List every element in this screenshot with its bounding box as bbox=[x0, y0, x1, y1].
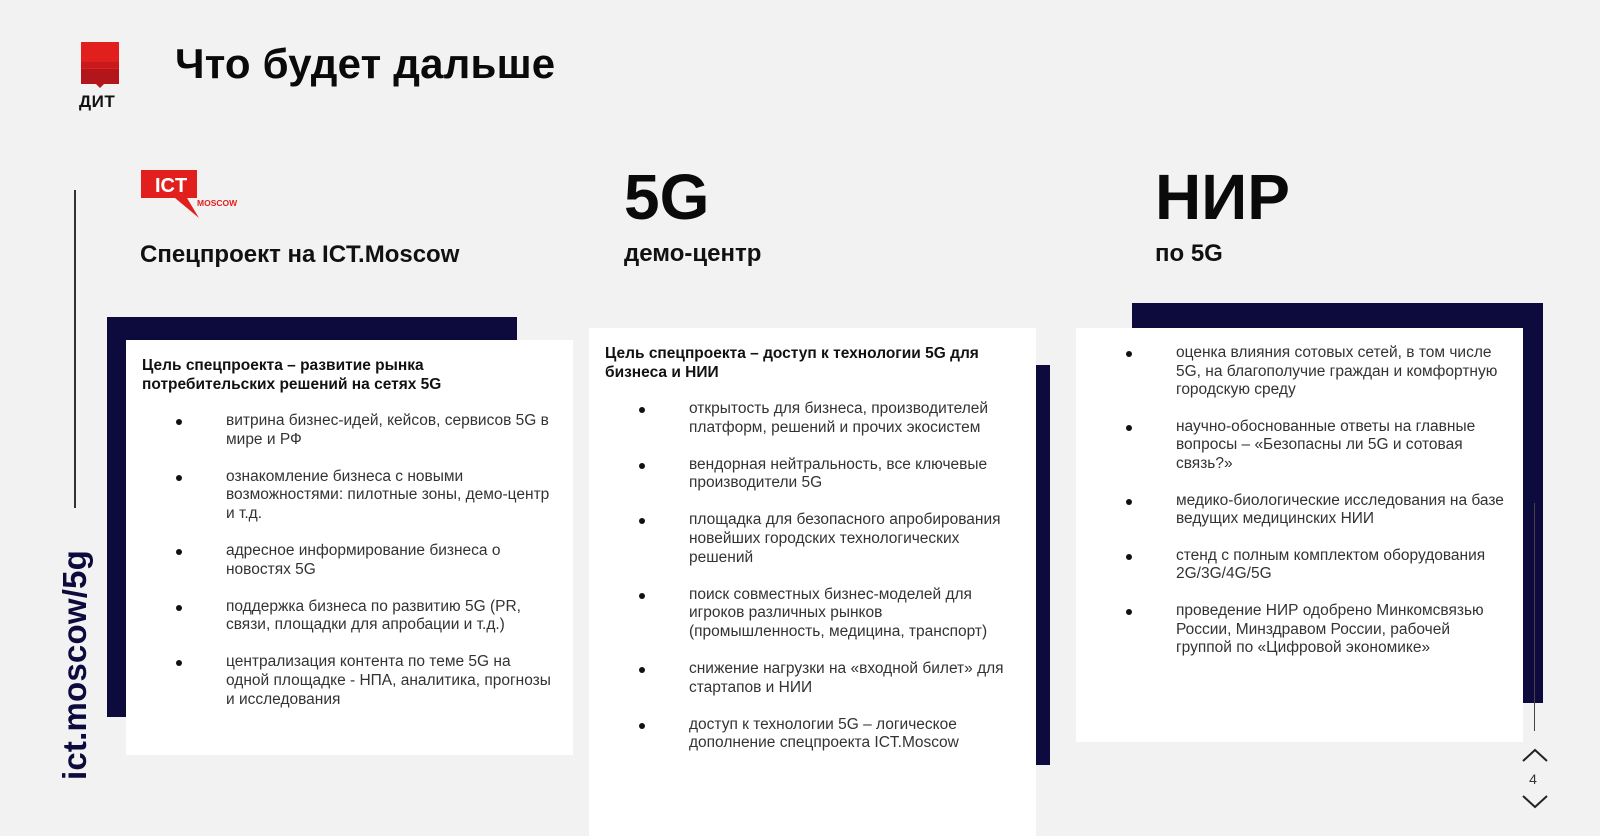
chevron-up-icon bbox=[1522, 748, 1548, 762]
bullet-icon bbox=[1126, 609, 1132, 615]
next-slide-button[interactable] bbox=[1522, 795, 1548, 814]
pager-divider bbox=[1534, 503, 1535, 731]
list-item: ознакомление бизнеса с новыми возможностями: пилотные зоны, демо-центр и т.д. bbox=[142, 468, 557, 524]
ict-logo-icon bbox=[141, 170, 241, 220]
bullet-icon bbox=[639, 667, 645, 673]
ict-logo-main: ICT bbox=[155, 175, 188, 197]
rail-divider bbox=[74, 190, 76, 508]
page-title: Что будет дальше bbox=[175, 40, 556, 87]
bullet-icon bbox=[639, 463, 645, 469]
card-5g-demo bbox=[589, 328, 1036, 836]
list-item: адресное информирование бизнеса о новостях 5G bbox=[142, 542, 557, 579]
bullet-list bbox=[142, 412, 557, 709]
list-item: оценка влияния сотовых сетей, в том числе 5G, на благополучие граждан и комфортную городскую среду bbox=[1092, 344, 1507, 400]
dit-logo-text: ДИТ bbox=[79, 92, 116, 111]
site-link[interactable]: ict.moscow/5g bbox=[56, 550, 93, 780]
previous-slide-button[interactable] bbox=[1522, 748, 1548, 767]
list-item: площадка для безопасного апробирования новейших городских технологических решений bbox=[605, 511, 1020, 567]
list-item: снижение нагрузки на «входной билет» для стартапов и НИИ bbox=[605, 660, 1020, 697]
dit-logo bbox=[79, 42, 120, 111]
bullet-icon bbox=[1126, 351, 1132, 357]
card-heading: Цель спецпроекта – доступ к технологии 5G для бизнеса и НИИ bbox=[605, 345, 979, 381]
bullet-icon bbox=[176, 660, 182, 666]
list-item: поддержка бизнеса по развитию 5G (PR, связи, площадки для апробации и т.д.) bbox=[142, 598, 557, 635]
bullet-icon bbox=[639, 593, 645, 599]
column-title-ict: Спецпроект на ICT.Moscow bbox=[140, 241, 460, 268]
card-heading: Цель спецпроекта – развитие рынка потребительских решений на сетях 5G bbox=[142, 357, 442, 393]
card-nir bbox=[1076, 328, 1523, 742]
list-item: централизация контента по теме 5G на одной площадке - НПА, аналитика, прогнозы и исследования bbox=[142, 653, 557, 709]
page-number: 4 bbox=[1529, 771, 1537, 787]
column-subtitle-nir: по 5G bbox=[1155, 240, 1223, 267]
bullet-icon bbox=[176, 475, 182, 481]
bullet-list bbox=[1092, 344, 1507, 658]
chevron-down-icon bbox=[1522, 795, 1548, 809]
bullet-icon bbox=[1126, 499, 1132, 505]
card-ict bbox=[126, 340, 573, 755]
list-item: витрина бизнес-идей, кейсов, сервисов 5G в мире и РФ bbox=[142, 412, 557, 449]
list-item: вендорная нейтральность, все ключевые производители 5G bbox=[605, 456, 1020, 493]
ict-moscow-logo bbox=[141, 170, 241, 225]
bullet-icon bbox=[176, 605, 182, 611]
list-item: доступ к технологии 5G – логическое дополнение спецпроекта ICT.Moscow bbox=[605, 716, 1020, 753]
ict-logo-sub: MOSCOW bbox=[197, 198, 238, 208]
list-item: медико-биологические исследования на базе ведущих медицинских НИИ bbox=[1092, 492, 1507, 529]
bullet-icon bbox=[176, 419, 182, 425]
column-title-nir: НИР bbox=[1155, 161, 1290, 233]
column-title-5g: 5G bbox=[624, 161, 710, 233]
bullet-icon bbox=[1126, 425, 1132, 431]
bullet-icon bbox=[639, 518, 645, 524]
bullet-icon bbox=[176, 549, 182, 555]
bullet-icon bbox=[639, 407, 645, 413]
dit-emblem-icon bbox=[80, 42, 120, 88]
bullet-icon bbox=[639, 723, 645, 729]
list-item: проведение НИР одобрено Минкомсвязью России, Минздравом России, рабочей группой по «Цифровой экономике» bbox=[1092, 602, 1507, 658]
bullet-icon bbox=[1126, 554, 1132, 560]
bullet-list bbox=[605, 400, 1020, 753]
column-subtitle-5g: демо-центр bbox=[624, 240, 762, 267]
list-item: поиск совместных бизнес-моделей для игроков различных рынков (промышленность, медицина, транспорт) bbox=[605, 586, 1020, 642]
list-item: открытость для бизнеса, производителей платформ, решений и прочих экосистем bbox=[605, 400, 1020, 437]
list-item: стенд с полным комплектом оборудования 2G/3G/4G/5G bbox=[1092, 547, 1507, 584]
list-item: научно-обоснованные ответы на главные вопросы – «Безопасны ли 5G и сотовая связь?» bbox=[1092, 418, 1507, 474]
